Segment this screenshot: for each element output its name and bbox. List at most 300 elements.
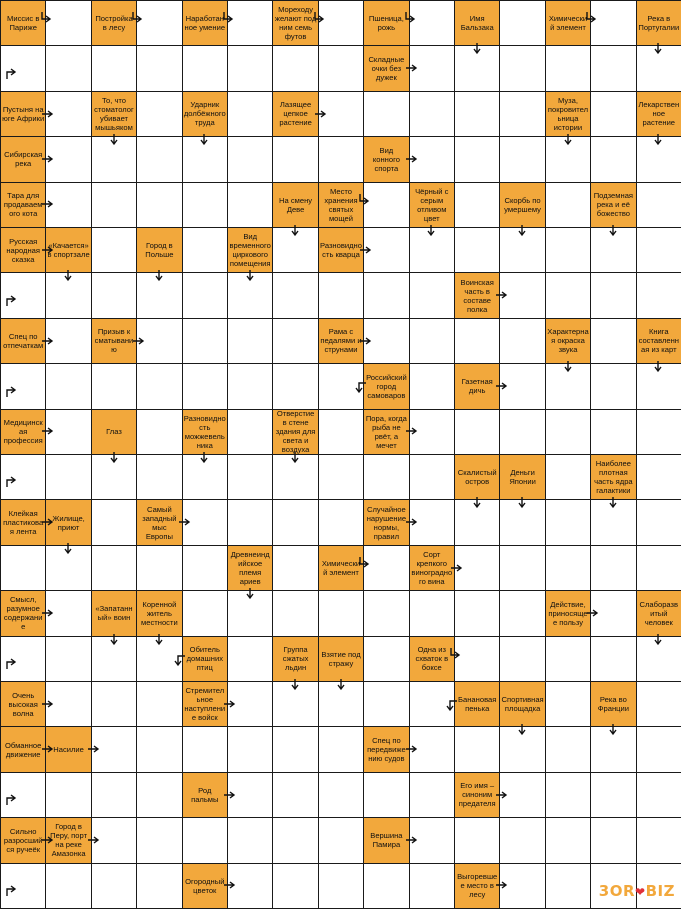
answer-cell[interactable] — [636, 772, 681, 818]
answer-cell[interactable] — [0, 454, 46, 500]
answer-cell[interactable] — [136, 817, 182, 863]
answer-cell[interactable] — [45, 0, 91, 46]
clue-cell — [454, 272, 500, 318]
answer-cell[interactable] — [590, 772, 636, 818]
answer-cell[interactable] — [91, 726, 137, 772]
clue-cell — [182, 772, 228, 818]
clue-text: Призыв к сматыванию — [94, 327, 134, 355]
answer-cell[interactable] — [136, 772, 182, 818]
answer-cell[interactable] — [636, 363, 681, 409]
clue-cell — [182, 681, 228, 727]
answer-cell[interactable] — [91, 454, 137, 500]
answer-cell[interactable] — [409, 91, 455, 137]
answer-cell[interactable] — [318, 590, 364, 636]
answer-cell[interactable] — [45, 636, 91, 682]
answer-cell[interactable] — [590, 499, 636, 545]
answer-cell[interactable] — [409, 590, 455, 636]
answer-cell[interactable] — [0, 636, 46, 682]
answer-cell[interactable] — [545, 636, 591, 682]
answer-cell[interactable] — [499, 863, 545, 909]
answer-cell[interactable] — [182, 454, 228, 500]
clue-text: Имя Бальзака — [460, 14, 494, 33]
clue-text: Его имя – синоним предателя — [458, 781, 496, 809]
clue-cell — [182, 0, 228, 46]
answer-cell[interactable] — [136, 91, 182, 137]
answer-cell[interactable] — [636, 227, 681, 273]
answer-cell[interactable] — [590, 0, 636, 46]
answer-cell[interactable] — [363, 863, 409, 909]
answer-cell[interactable] — [227, 863, 273, 909]
clue-cell — [363, 363, 409, 409]
answer-cell[interactable] — [182, 318, 228, 364]
answer-cell[interactable] — [454, 45, 500, 91]
answer-cell[interactable] — [454, 409, 500, 455]
answer-cell[interactable] — [318, 772, 364, 818]
answer-cell[interactable] — [590, 272, 636, 318]
answer-cell[interactable] — [409, 817, 455, 863]
clue-text: Ударник долбёжного труда — [183, 100, 226, 128]
answer-cell[interactable] — [363, 227, 409, 273]
answer-cell[interactable] — [318, 363, 364, 409]
answer-cell[interactable] — [91, 363, 137, 409]
answer-cell[interactable] — [499, 0, 545, 46]
clue-cell — [454, 454, 500, 500]
answer-cell[interactable] — [227, 272, 273, 318]
answer-cell[interactable] — [636, 409, 681, 455]
answer-cell[interactable] — [545, 409, 591, 455]
clue-cell — [272, 91, 318, 137]
clue-text: Лазящее цепкое растение — [279, 100, 312, 128]
answer-cell[interactable] — [272, 817, 318, 863]
answer-cell[interactable] — [272, 227, 318, 273]
clue-text: Муза, покровительница истории — [547, 95, 589, 132]
clue-text: Складные очки без дужек — [368, 55, 405, 83]
answer-cell[interactable] — [136, 272, 182, 318]
answer-cell[interactable] — [590, 363, 636, 409]
clue-cell — [0, 817, 46, 863]
answer-cell[interactable] — [590, 817, 636, 863]
answer-cell[interactable] — [545, 772, 591, 818]
answer-cell[interactable] — [136, 45, 182, 91]
answer-cell[interactable] — [0, 45, 46, 91]
answer-cell[interactable] — [318, 454, 364, 500]
answer-cell[interactable] — [318, 726, 364, 772]
clue-text: Спец по отпечаткам — [3, 331, 44, 350]
clue-cell — [318, 318, 364, 364]
answer-cell[interactable] — [272, 726, 318, 772]
clue-cell — [0, 182, 46, 228]
answer-cell[interactable] — [499, 726, 545, 772]
clue-text: Российский город самоваров — [366, 372, 407, 400]
answer-cell[interactable] — [318, 272, 364, 318]
clue-text: Чёрный с серым отливом цвет — [415, 186, 449, 223]
clue-text: Воинская часть в составе полка — [460, 277, 494, 314]
answer-cell[interactable] — [454, 136, 500, 182]
answer-cell[interactable] — [272, 772, 318, 818]
answer-cell[interactable] — [272, 863, 318, 909]
answer-cell[interactable] — [454, 590, 500, 636]
clue-text: Город в Перу, порт на реке Амазонка — [50, 822, 88, 859]
answer-cell[interactable] — [590, 409, 636, 455]
answer-cell[interactable] — [454, 726, 500, 772]
clue-cell — [409, 182, 455, 228]
answer-cell[interactable] — [182, 817, 228, 863]
answer-cell[interactable] — [318, 45, 364, 91]
answer-cell[interactable] — [45, 454, 91, 500]
clue-cell — [0, 499, 46, 545]
clue-cell — [272, 409, 318, 455]
answer-cell[interactable] — [45, 91, 91, 137]
answer-cell[interactable] — [363, 318, 409, 364]
answer-cell[interactable] — [136, 363, 182, 409]
answer-cell[interactable] — [409, 318, 455, 364]
answer-cell[interactable] — [409, 499, 455, 545]
answer-cell[interactable] — [91, 863, 137, 909]
answer-cell[interactable] — [499, 45, 545, 91]
answer-cell[interactable] — [227, 636, 273, 682]
answer-cell[interactable] — [590, 545, 636, 591]
clue-text: Вершина Памира — [370, 831, 403, 850]
clue-cell — [182, 409, 228, 455]
answer-cell[interactable] — [363, 182, 409, 228]
answer-cell[interactable] — [363, 91, 409, 137]
answer-cell[interactable] — [545, 545, 591, 591]
answer-cell[interactable] — [454, 227, 500, 273]
answer-cell[interactable] — [318, 681, 364, 727]
answer-cell[interactable] — [363, 772, 409, 818]
answer-cell[interactable] — [0, 863, 46, 909]
answer-cell[interactable] — [91, 227, 137, 273]
answer-cell[interactable] — [499, 227, 545, 273]
answer-cell[interactable] — [409, 454, 455, 500]
clue-text: Группа сжатых льдин — [282, 645, 309, 673]
clue-cell — [363, 726, 409, 772]
answer-cell[interactable] — [545, 272, 591, 318]
clue-text: Самый западный мыс Европы — [142, 504, 177, 541]
answer-cell[interactable] — [91, 545, 137, 591]
answer-cell[interactable] — [136, 136, 182, 182]
answer-cell[interactable] — [545, 45, 591, 91]
answer-cell[interactable] — [272, 454, 318, 500]
clue-cell — [545, 318, 591, 364]
answer-cell[interactable] — [272, 681, 318, 727]
answer-cell[interactable] — [91, 45, 137, 91]
answer-cell[interactable] — [227, 91, 273, 137]
answer-cell[interactable] — [363, 636, 409, 682]
answer-cell[interactable] — [636, 636, 681, 682]
answer-cell[interactable] — [318, 499, 364, 545]
clue-text: Сибирская река — [4, 150, 43, 169]
answer-cell[interactable] — [272, 363, 318, 409]
answer-cell[interactable] — [636, 45, 681, 91]
answer-cell[interactable] — [409, 0, 455, 46]
answer-cell[interactable] — [590, 227, 636, 273]
answer-cell[interactable] — [182, 545, 228, 591]
clue-cell — [91, 590, 137, 636]
answer-cell[interactable] — [590, 726, 636, 772]
answer-cell[interactable] — [636, 499, 681, 545]
answer-cell[interactable] — [545, 681, 591, 727]
answer-cell[interactable] — [590, 636, 636, 682]
answer-cell[interactable] — [454, 182, 500, 228]
answer-cell[interactable] — [91, 182, 137, 228]
answer-cell[interactable] — [227, 726, 273, 772]
clue-cell — [272, 182, 318, 228]
answer-cell[interactable] — [272, 136, 318, 182]
answer-cell[interactable] — [409, 45, 455, 91]
answer-cell[interactable] — [499, 590, 545, 636]
clue-cell — [318, 182, 364, 228]
answer-cell[interactable] — [45, 590, 91, 636]
answer-cell[interactable] — [227, 499, 273, 545]
answer-cell[interactable] — [499, 545, 545, 591]
clue-cell — [0, 681, 46, 727]
answer-cell[interactable] — [227, 590, 273, 636]
clue-text: Действие, приносящее пользу — [548, 599, 588, 627]
answer-cell[interactable] — [454, 91, 500, 137]
clue-cell — [636, 590, 681, 636]
answer-cell[interactable] — [590, 318, 636, 364]
answer-cell[interactable] — [227, 318, 273, 364]
answer-cell[interactable] — [136, 0, 182, 46]
clue-text: Вид временного циркового помещения — [229, 232, 271, 269]
answer-cell[interactable] — [318, 136, 364, 182]
answer-cell[interactable] — [636, 136, 681, 182]
answer-cell[interactable] — [227, 409, 273, 455]
answer-cell[interactable] — [227, 136, 273, 182]
answer-cell[interactable] — [636, 182, 681, 228]
clue-text: Пора, когда рыба не рвёт, а мечет — [365, 413, 407, 450]
clue-cell — [136, 590, 182, 636]
answer-cell[interactable] — [545, 863, 591, 909]
answer-cell[interactable] — [272, 590, 318, 636]
clue-text: Обитель домашних птиц — [186, 645, 223, 673]
answer-cell[interactable] — [45, 363, 91, 409]
answer-cell[interactable] — [136, 182, 182, 228]
answer-cell[interactable] — [136, 545, 182, 591]
answer-cell[interactable] — [136, 863, 182, 909]
answer-cell[interactable] — [363, 681, 409, 727]
answer-cell[interactable] — [545, 454, 591, 500]
answer-cell[interactable] — [545, 817, 591, 863]
answer-cell[interactable] — [227, 817, 273, 863]
answer-cell[interactable] — [227, 681, 273, 727]
answer-cell[interactable] — [636, 726, 681, 772]
clue-cell — [227, 545, 273, 591]
answer-cell[interactable] — [136, 409, 182, 455]
answer-cell[interactable] — [272, 45, 318, 91]
answer-cell[interactable] — [545, 182, 591, 228]
clue-cell — [91, 318, 137, 364]
answer-cell[interactable] — [136, 726, 182, 772]
answer-cell[interactable] — [45, 318, 91, 364]
answer-cell[interactable] — [182, 227, 228, 273]
answer-cell[interactable] — [136, 318, 182, 364]
answer-cell[interactable] — [182, 45, 228, 91]
answer-cell[interactable] — [182, 136, 228, 182]
answer-cell[interactable] — [91, 817, 137, 863]
answer-cell[interactable] — [227, 363, 273, 409]
answer-cell[interactable] — [182, 182, 228, 228]
answer-cell[interactable] — [409, 363, 455, 409]
answer-cell[interactable] — [409, 681, 455, 727]
clue-cell — [499, 182, 545, 228]
clue-cell — [182, 863, 228, 909]
clue-text: Наиболее плотная часть ядра галактики — [594, 459, 633, 496]
clue-text: Очень высокая волна — [8, 690, 38, 718]
answer-cell[interactable] — [318, 91, 364, 137]
answer-cell[interactable] — [45, 409, 91, 455]
answer-cell[interactable] — [454, 817, 500, 863]
answer-cell[interactable] — [91, 499, 137, 545]
answer-cell[interactable] — [545, 499, 591, 545]
clue-cell — [409, 545, 455, 591]
clue-text: Жилище, приют — [52, 513, 85, 532]
answer-cell[interactable] — [45, 45, 91, 91]
answer-cell[interactable] — [227, 182, 273, 228]
clue-text: Лекарственное растение — [638, 100, 680, 128]
answer-cell[interactable] — [45, 182, 91, 228]
answer-cell[interactable] — [636, 681, 681, 727]
clue-cell — [636, 318, 681, 364]
answer-cell[interactable] — [409, 772, 455, 818]
answer-cell[interactable] — [136, 454, 182, 500]
clue-text: На смену Деве — [279, 195, 313, 214]
clue-cell — [272, 0, 318, 46]
answer-cell[interactable] — [499, 136, 545, 182]
answer-cell[interactable] — [636, 454, 681, 500]
answer-cell[interactable] — [45, 863, 91, 909]
answer-cell[interactable] — [318, 409, 364, 455]
answer-cell[interactable] — [409, 272, 455, 318]
answer-cell[interactable] — [499, 318, 545, 364]
answer-cell[interactable] — [182, 726, 228, 772]
answer-cell[interactable] — [409, 136, 455, 182]
clue-text: Одна из схваток в боксе — [415, 645, 449, 673]
clue-text: Скорбь по умершему — [504, 195, 541, 214]
answer-cell[interactable] — [499, 636, 545, 682]
answer-cell[interactable] — [636, 272, 681, 318]
answer-cell[interactable] — [636, 545, 681, 591]
heart-icon: ❤ — [635, 885, 646, 899]
answer-cell[interactable] — [499, 363, 545, 409]
answer-cell[interactable] — [499, 817, 545, 863]
answer-cell[interactable] — [590, 136, 636, 182]
answer-cell[interactable] — [136, 681, 182, 727]
answer-cell[interactable] — [409, 726, 455, 772]
clue-cell — [0, 91, 46, 137]
answer-cell[interactable] — [499, 772, 545, 818]
answer-cell[interactable] — [499, 272, 545, 318]
answer-cell[interactable] — [91, 136, 137, 182]
answer-cell[interactable] — [272, 499, 318, 545]
answer-cell[interactable] — [454, 545, 500, 591]
answer-cell[interactable] — [45, 136, 91, 182]
clue-cell — [499, 454, 545, 500]
answer-cell[interactable] — [363, 545, 409, 591]
answer-cell[interactable] — [409, 227, 455, 273]
answer-cell[interactable] — [499, 409, 545, 455]
clue-cell — [363, 499, 409, 545]
clue-text: Постройка в лесу — [95, 14, 133, 33]
clue-text: Газетная дичь — [461, 377, 493, 396]
answer-cell[interactable] — [409, 409, 455, 455]
answer-cell[interactable] — [182, 363, 228, 409]
clue-text: То, что стоматолог убивает мышьяком — [94, 95, 134, 132]
answer-cell[interactable] — [227, 454, 273, 500]
answer-cell[interactable] — [182, 499, 228, 545]
answer-cell[interactable] — [272, 545, 318, 591]
clue-text: Разновидность кварца — [320, 241, 362, 260]
answer-cell[interactable] — [272, 272, 318, 318]
answer-cell[interactable] — [318, 0, 364, 46]
answer-cell[interactable] — [136, 636, 182, 682]
clue-cell — [409, 636, 455, 682]
answer-cell[interactable] — [182, 272, 228, 318]
answer-cell[interactable] — [454, 499, 500, 545]
answer-cell[interactable] — [45, 681, 91, 727]
answer-cell[interactable] — [318, 817, 364, 863]
answer-cell[interactable] — [499, 499, 545, 545]
clue-cell — [318, 636, 364, 682]
answer-cell[interactable] — [91, 636, 137, 682]
answer-cell[interactable] — [272, 318, 318, 364]
answer-cell[interactable] — [363, 272, 409, 318]
clue-cell — [136, 227, 182, 273]
answer-cell[interactable] — [91, 272, 137, 318]
answer-cell[interactable] — [363, 590, 409, 636]
answer-cell[interactable] — [590, 590, 636, 636]
answer-cell[interactable] — [0, 363, 46, 409]
answer-cell[interactable] — [0, 545, 46, 591]
answer-cell[interactable] — [545, 363, 591, 409]
clue-text: Взятие под стражу — [321, 649, 361, 668]
answer-cell[interactable] — [499, 91, 545, 137]
clue-cell — [590, 681, 636, 727]
clue-cell — [545, 0, 591, 46]
clue-text: Обманное движение — [5, 740, 42, 759]
answer-cell[interactable] — [227, 45, 273, 91]
answer-cell[interactable] — [227, 0, 273, 46]
clue-text: Русская народная сказка — [6, 236, 41, 264]
answer-cell[interactable] — [227, 772, 273, 818]
answer-cell[interactable] — [409, 863, 455, 909]
answer-cell[interactable] — [363, 454, 409, 500]
answer-cell[interactable] — [0, 772, 46, 818]
answer-cell[interactable] — [45, 545, 91, 591]
clue-cell — [454, 863, 500, 909]
answer-cell[interactable] — [91, 772, 137, 818]
answer-cell[interactable] — [636, 817, 681, 863]
answer-cell[interactable] — [0, 272, 46, 318]
answer-cell[interactable] — [545, 726, 591, 772]
clue-cell — [363, 409, 409, 455]
clue-cell — [363, 0, 409, 46]
answer-cell[interactable] — [454, 636, 500, 682]
answer-cell[interactable] — [454, 318, 500, 364]
answer-cell[interactable] — [590, 91, 636, 137]
clue-text: Насилие — [53, 745, 84, 755]
answer-cell[interactable] — [545, 136, 591, 182]
clue-cell — [454, 681, 500, 727]
answer-cell[interactable] — [182, 590, 228, 636]
answer-cell[interactable] — [590, 45, 636, 91]
answer-cell[interactable] — [545, 227, 591, 273]
answer-cell[interactable] — [318, 863, 364, 909]
answer-cell[interactable] — [45, 272, 91, 318]
answer-cell[interactable] — [91, 681, 137, 727]
answer-cell[interactable] — [45, 772, 91, 818]
